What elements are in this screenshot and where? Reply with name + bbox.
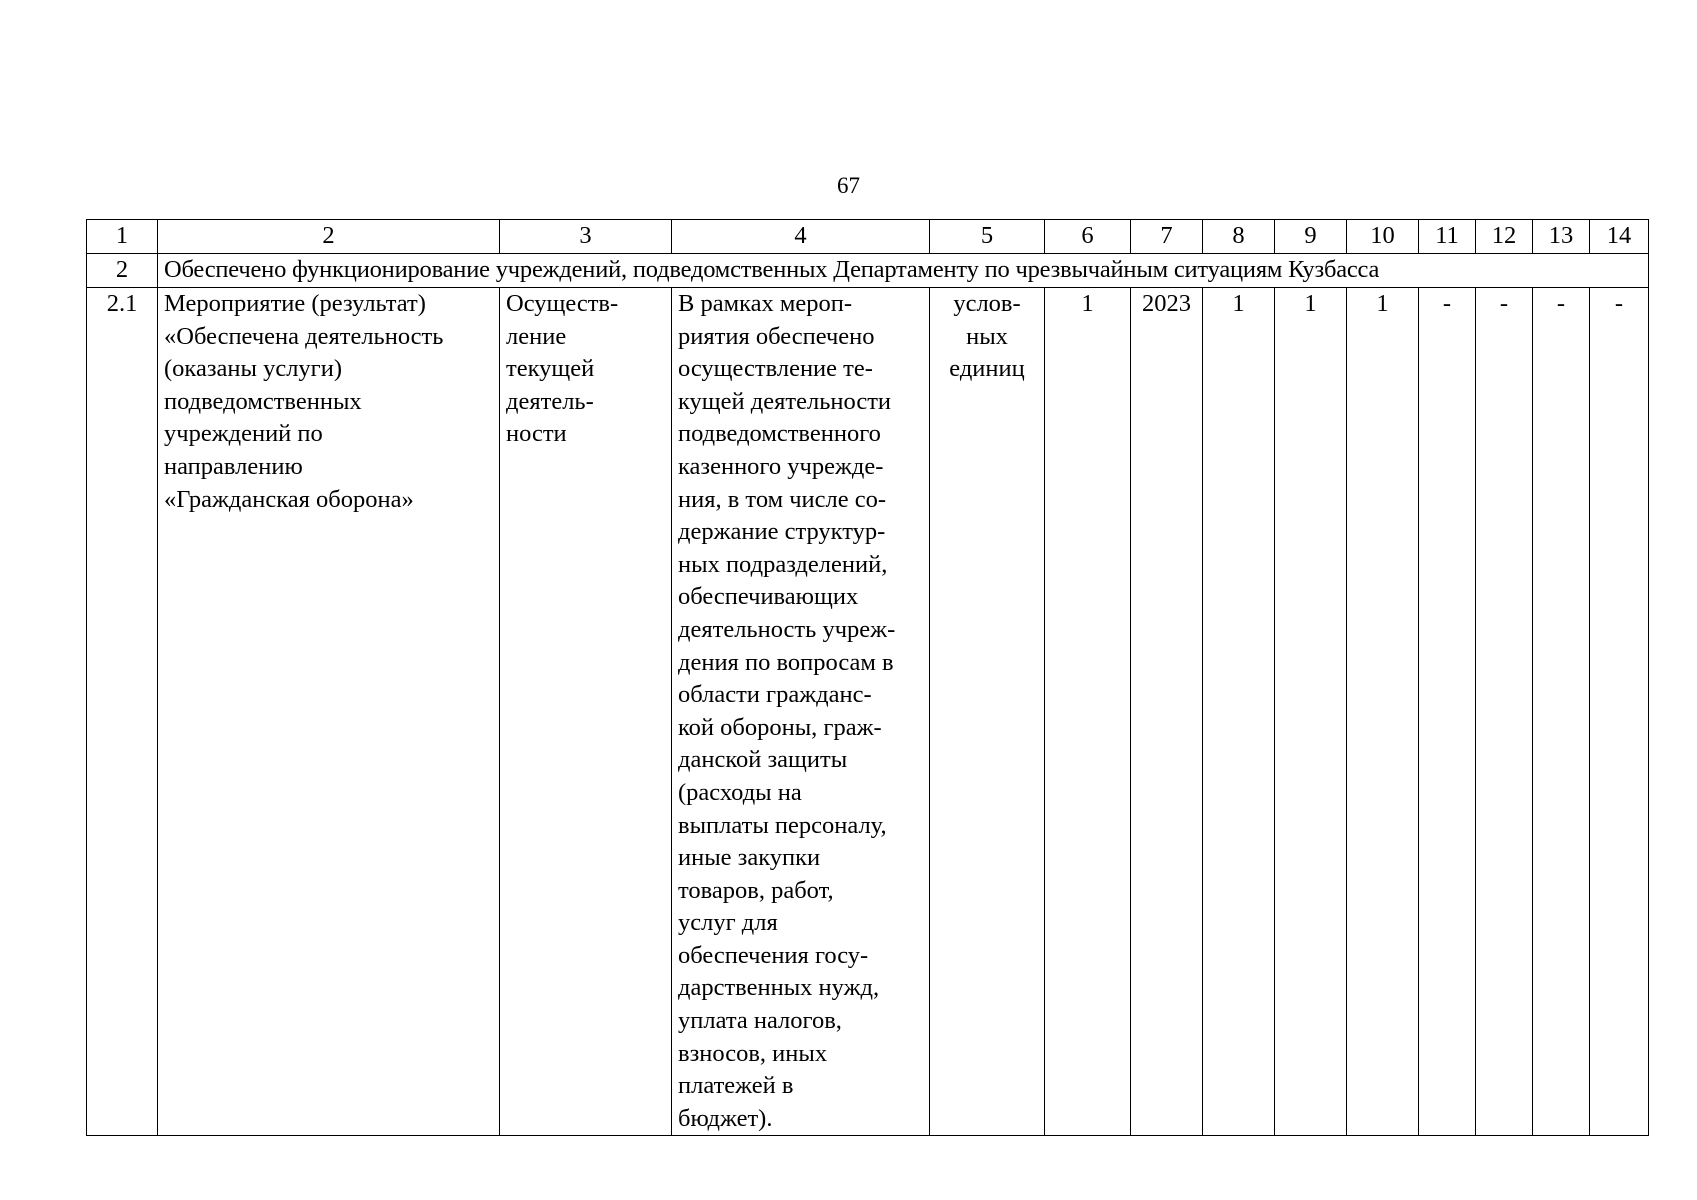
column-number-4: 4: [672, 220, 930, 254]
section-title: Обеспечено функционирование учреждений, подведомственных Департаменту по чрезвычайным ситуациям Кузбасса: [158, 254, 1649, 288]
table-row: [87, 288, 1649, 1136]
row-col-9: 1: [1275, 288, 1347, 1136]
section-number: 2: [87, 254, 158, 288]
column-number-7: 7: [1131, 220, 1203, 254]
row-col-7: 2023: [1131, 288, 1203, 1136]
column-number-6: 6: [1045, 220, 1131, 254]
row-number: 2.1: [87, 288, 158, 1136]
column-number-10: 10: [1347, 220, 1419, 254]
row-col-6: 1: [1045, 288, 1131, 1136]
column-number-1: 1: [87, 220, 158, 254]
table-header-row: [87, 220, 1649, 254]
row-name: Мероприятие (результат) «Обеспечена деятельность (оказаны услуги) подведомственных учреждений по направлению «Гражданская оборона»: [158, 288, 500, 1136]
row-unit: услов- ных единиц: [930, 288, 1045, 1136]
measures-table: [86, 219, 1649, 1136]
column-number-5: 5: [930, 220, 1045, 254]
row-col-12: -: [1476, 288, 1533, 1136]
column-number-8: 8: [1203, 220, 1275, 254]
row-col-11: -: [1419, 288, 1476, 1136]
row-type: Осуществ- ление текущей деятель- ности: [500, 288, 672, 1136]
column-number-13: 13: [1533, 220, 1590, 254]
column-number-9: 9: [1275, 220, 1347, 254]
column-number-12: 12: [1476, 220, 1533, 254]
section-row: [87, 254, 1649, 288]
row-description: В рамках мероп- риятия обеспечено осуществление те- кущей деятельности подведомственного казенного учрежде- ния, в том числе со- держание структур- ных подразделений, обеспечивающих деятельность учреж- дения по вопросам в области гражданс- кой обороны, граж- данской защиты (расходы на выплаты персоналу, иные закупки товаров, работ, услуг для обеспечения госу- дарственных нужд, уплата налогов, взносов, иных платежей в бюджет).: [672, 288, 930, 1136]
row-col-14: -: [1590, 288, 1649, 1136]
column-number-11: 11: [1419, 220, 1476, 254]
page-number: 67: [837, 173, 860, 198]
column-number-14: 14: [1590, 220, 1649, 254]
row-col-13: -: [1533, 288, 1590, 1136]
column-number-3: 3: [500, 220, 672, 254]
row-col-10: 1: [1347, 288, 1419, 1136]
column-number-2: 2: [158, 220, 500, 254]
row-col-8: 1: [1203, 288, 1275, 1136]
